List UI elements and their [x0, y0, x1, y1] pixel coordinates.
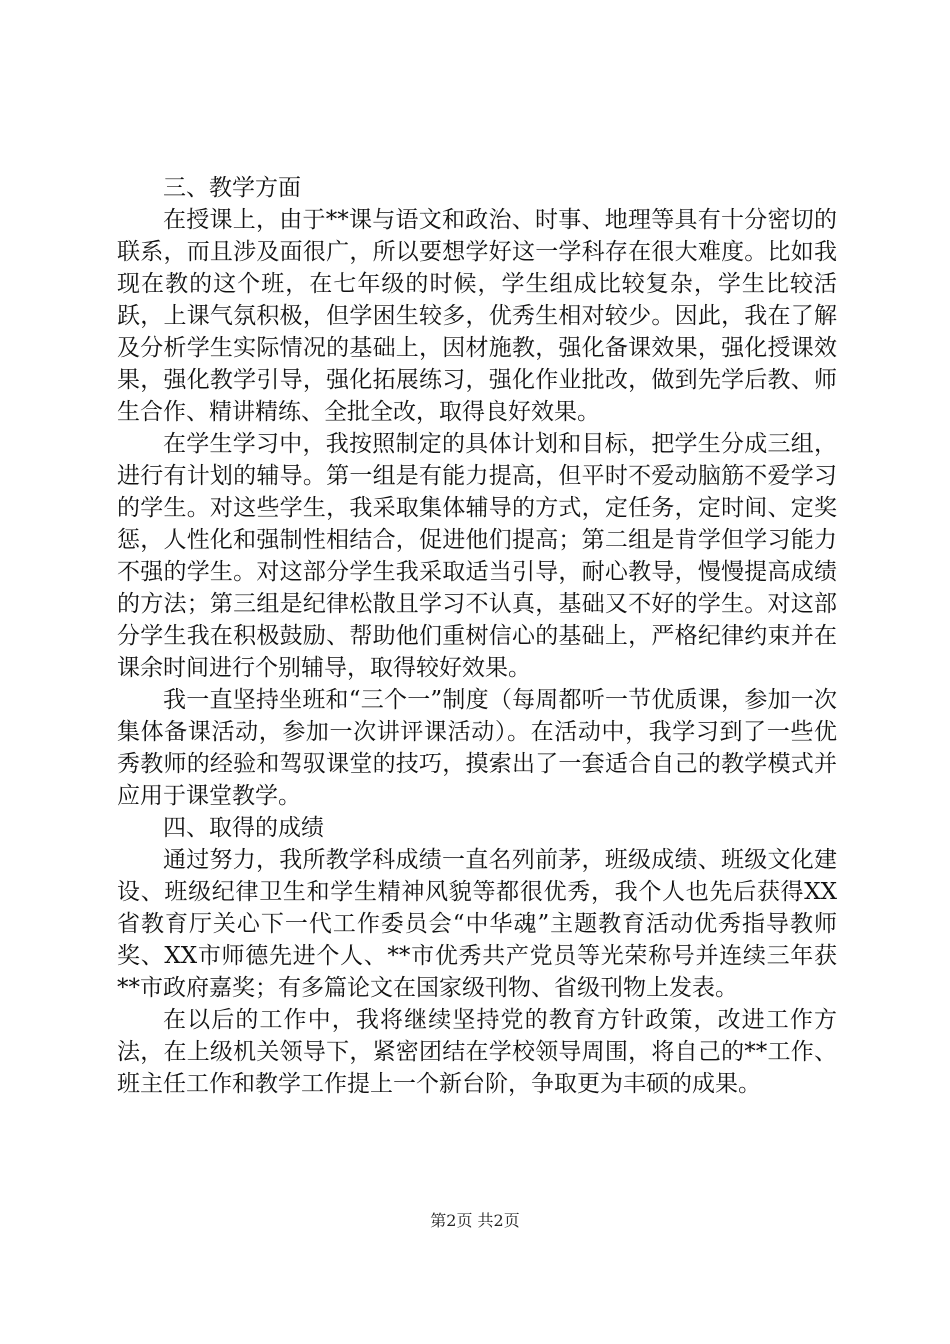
- paragraph-future-work: 在以后的工作中，我将继续坚持党的教育方针政策，改进工作方法，在上级机关领导下，紧密团结在学校领导周围，将自己的**工作、班主任工作和教学工作提上一个新台阶，争取更为丰硕的成果。: [117, 1007, 837, 1097]
- page-footer: 第2页 共2页: [430, 1211, 520, 1230]
- section-heading-teaching: 三、教学方面: [163, 175, 301, 201]
- paragraph-teaching-lectures: 在授课上，由于**课与语文和政治、时事、地理等具有十分密切的联系，而且涉及面很广，所以要想学好这一学科存在很大难度。比如我现在教的这个班，在七年级的时候，学生组成比较复杂，学生比较活跃，上课气氛积极，但学困生较多，优秀生相对较少。因此，我在了解及分析学生实际情况的基础上，因材施教，强化备课效果，强化授课效果，强化教学引导，强化拓展练习，强化作业批改，做到先学后教、师生合作、精讲精练、全批全改，取得良好效果。: [117, 207, 837, 425]
- paragraph-student-groups: 在学生学习中，我按照制定的具体计划和目标，把学生分成三组，进行有计划的辅导。第一组是有能力提高，但平时不爱动脑筋不爱学习的学生。对这些学生，我采取集体辅导的方式，定任务，定时间、定奖惩，人性化和强制性相结合，促进他们提高；第二组是肯学但学习能力不强的学生。对这部分学生我采取适当引导，耐心教导，慢慢提高成绩的方法；第三组是纪律松散且学习不认真，基础又不好的学生。对这部分学生我在积极鼓励、帮助他们重树信心的基础上，严格纪律约束并在课余时间进行个别辅导，取得较好效果。: [117, 431, 837, 681]
- document-body: [117, 172, 837, 1100]
- section-heading-achievements: 四、取得的成绩: [163, 815, 324, 841]
- paragraph-achievements: 通过努力，我所教学科成绩一直名列前茅，班级成绩、班级文化建设、班级纪律卫生和学生精神风貌等都很优秀，我个人也先后获得XX省教育厅关心下一代工作委员会“中华魂”主题教育活动优秀指导教师奖、XX市师德先进个人、**市优秀共产党员等光荣称号并连续三年获**市政府嘉奖；有多篇论文在国家级刊物、省级刊物上发表。: [117, 847, 837, 1001]
- paragraph-three-ones-system: 我一直坚持坐班和“三个一”制度（每周都听一节优质课，参加一次集体备课活动，参加一次讲评课活动）。在活动中，我学习到了一些优秀教师的经验和驾驭课堂的技巧，摸索出了一套适合自己的教学模式并应用于课堂教学。: [117, 687, 837, 809]
